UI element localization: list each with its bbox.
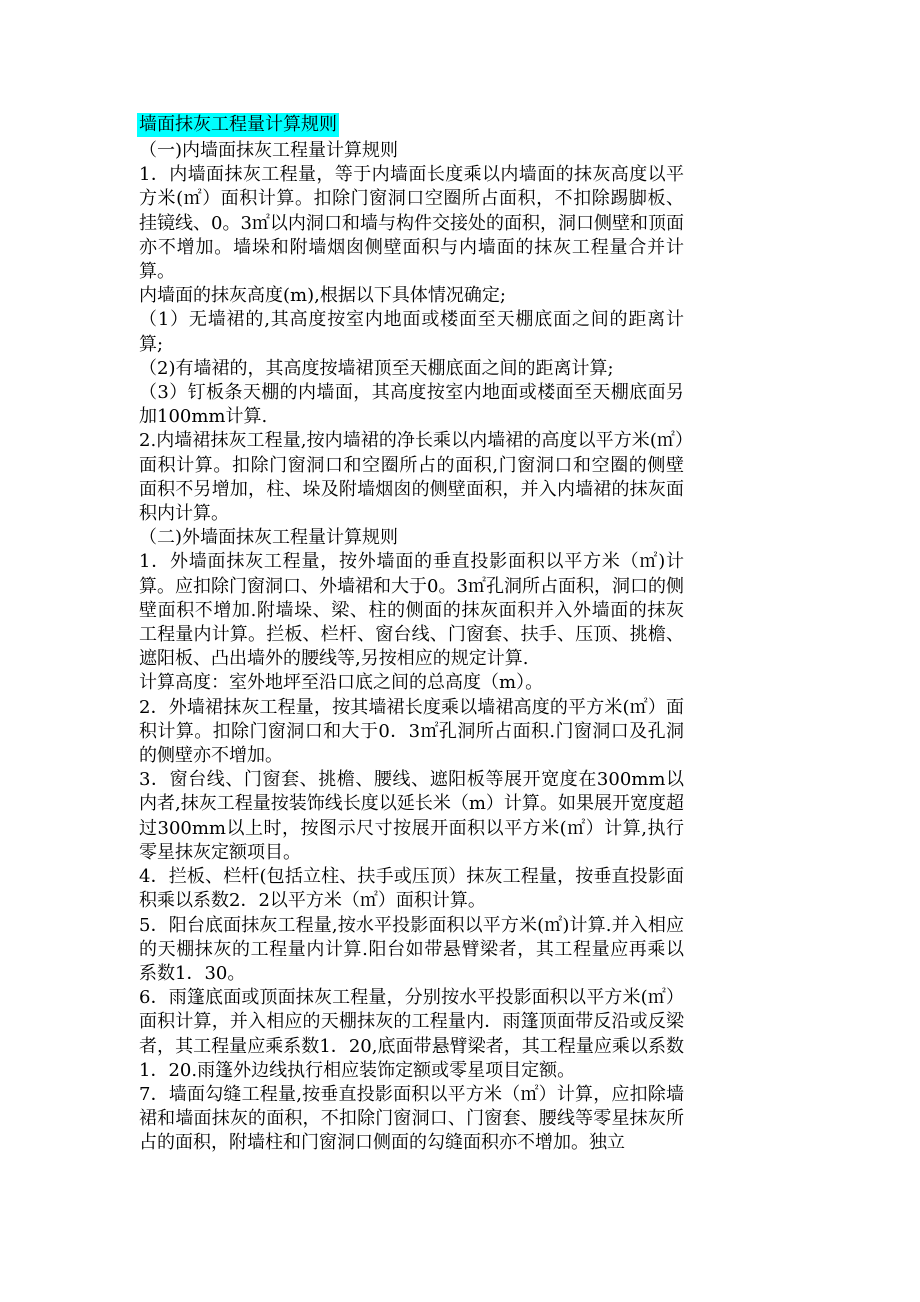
paragraph: 2．外墙裙抹灰工程量，按其墙裙长度乘以墙裙高度的平方米(㎡）面积计算。扣除门窗洞口和大于0．3㎡孔洞所占面积.门窗洞口及孔洞的侧壁亦不增加。 bbox=[139, 696, 684, 767]
paragraph: （1）无墙裙的,其高度按室内地面或楼面至天棚底面之间的距离计算; bbox=[139, 309, 684, 355]
paragraph: 3．窗台线、门窗套、挑檐、腰线、遮阳板等展开宽度在300mm以内者,抹灰工程量按装饰线长度以延长米（m）计算。如果展开宽度超过300mm以上时，按图示尺寸按展开面积以平方米(㎡）计算,执行零星抹灰定额项目。 bbox=[139, 769, 684, 863]
paragraph: 计算高度：室外地坪至沿口底之间的总高度（m）。 bbox=[139, 672, 544, 694]
paragraph: 5．阳台底面抹灰工程量,按水平投影面积以平方米(㎡)计算.并入相应的天棚抹灰的工程量内计算.阳台如带悬臂梁者，其工程量应再乘以系数1．30。 bbox=[139, 914, 684, 984]
paragraph: 6．雨篷底面或顶面抹灰工程量，分别按水平投影面积以平方米(㎡）面积计算，并入相应的天棚抹灰的工程量内．雨篷顶面带反沿或反梁者，其工程量应乘系数1．20,底面带悬臂梁者，其工程量应乘以系数1．20.雨篷外边线执行相应装饰定额或零星项目定额。 bbox=[139, 987, 684, 1081]
paragraph: 2.内墙裙抹灰工程量,按内墙裙的净长乘以内墙裙的高度以平方米(㎡）面积计算。扣除门窗洞口和空圈所占的面积,门窗洞口和空圈的侧壁面积不另增加，柱、垛及附墙烟囱的侧壁面积，并入内墙裙的抹灰面积内计算。 bbox=[139, 430, 684, 525]
paragraph: （3）钉板条天棚的内墙面，其高度按室内地面或楼面至天棚底面另加100mm计算. bbox=[139, 382, 684, 428]
document-body bbox=[139, 113, 684, 1156]
paragraph: 内墙面的抹灰高度(m),根据以下具体情况确定; bbox=[139, 285, 506, 307]
section-heading-exterior: （二)外墙面抹灰工程量计算规则 bbox=[139, 527, 399, 549]
paragraph: 4．拦板、栏杆(包括立柱、扶手或压顶）抹灰工程量，按垂直投影面积乘以系数2．2以平方米（㎡）面积计算。 bbox=[139, 866, 684, 912]
paragraph: 7．墙面勾缝工程量,按垂直投影面积以平方米（㎡）计算，应扣除墙裙和墙面抹灰的面积，不扣除门窗洞口、门窗套、腰线等零星抹灰所占的面积，附墙柱和门窗洞口侧面的勾缝面积亦不增加。独立 bbox=[139, 1083, 684, 1154]
section-heading-interior: （一)内墙面抹灰工程量计算规则 bbox=[139, 140, 399, 161]
paragraph: 1．内墙面抹灰工程量，等于内墙面长度乘以内墙面的抹灰高度以平方米(㎡）面积计算。扣除门窗洞口空圈所占面积，不扣除踢脚板、挂镜线、0。3㎡以内洞口和墙与构件交接处的面积，洞口侧壁和顶面亦不增加。墙垛和附墙烟囱侧壁面积与内墙面的抹灰工程量合并计算。 bbox=[139, 164, 684, 283]
document-title: 墙面抹灰工程量计算规则 bbox=[139, 114, 337, 135]
paragraph: （2)有墙裙的，其高度按墙裙顶至天棚底面之间的距离计算; bbox=[139, 357, 614, 379]
paragraph: 1．外墙面抹灰工程量，按外墙面的垂直投影面积以平方米（㎡)计算。应扣除门窗洞口、外墙裙和大于0。3㎡孔洞所占面积，洞口的侧壁面积不增加.附墙垛、梁、柱的侧面的抹灰面积并入外墙面的抹灰工程量内计算。拦板、栏杆、窗台线、门窗套、扶手、压顶、挑檐、遮阳板、凸出墙外的腰线等,另按相应的规定计算. bbox=[139, 551, 684, 670]
